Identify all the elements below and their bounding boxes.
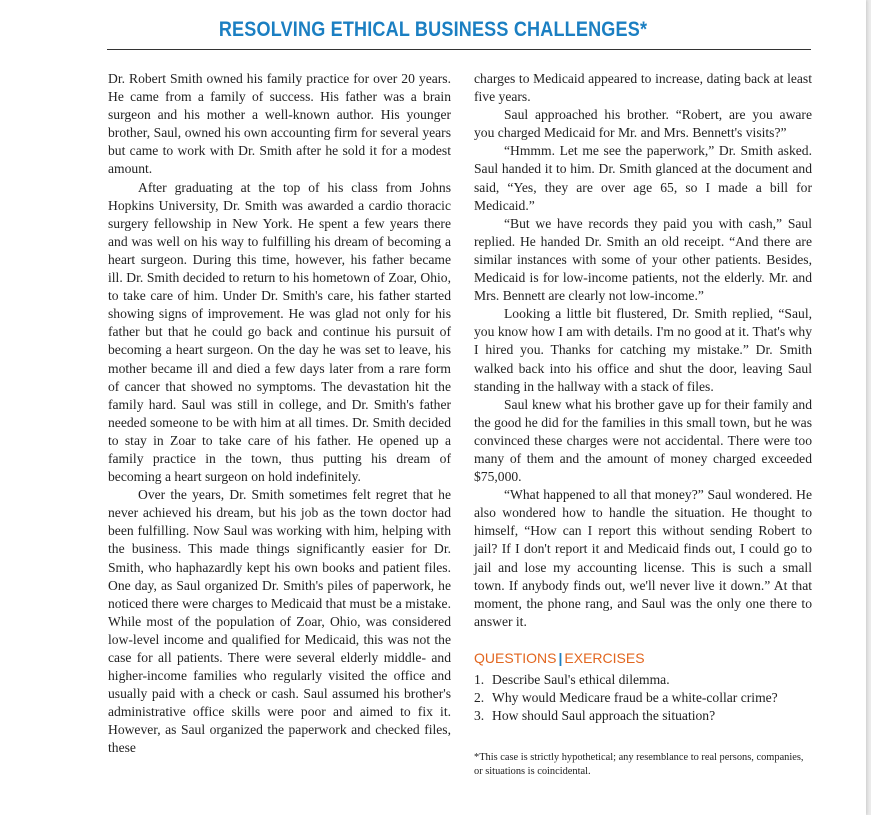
questions-heading-part2: EXERCISES — [564, 649, 645, 666]
right-column — [474, 70, 812, 779]
questions-heading-part1: QUESTIONS — [474, 649, 557, 666]
question-text: How should Saul approach the situation? — [492, 708, 716, 724]
footnote: *This case is strictly hypothetical; any resemblance to real persons, companies, or situations is coincidental. — [474, 752, 804, 778]
question-item — [474, 671, 812, 689]
question-item — [474, 689, 812, 707]
right-paragraph-6: Saul knew what his brother gave up for their family and the good he did for the families in this small town, but he was convinced these charges were not accidental. There were too many of them and the amount of money charged exceeded $75,000. — [474, 396, 812, 485]
questions-heading-separator: | — [558, 649, 563, 666]
question-number: 1. — [474, 672, 485, 687]
question-item — [474, 707, 812, 725]
page-title: RESOLVING ETHICAL BUSINESS CHALLENGES* — [218, 18, 648, 41]
left-paragraph-3: Over the years, Dr. Smith sometimes felt regret that he never achieved his dream, but his job as the town doctor had been fulfilling. Now Saul was working with him, helping with the business. This made things significantly easier for Dr. Smith, who haphazardly kept his own books and patient files. One day, as Saul organized Dr. Smith's piles of paperwork, he noticed there were charges to Medicaid that must be a mistake. While most of the population of Zoar, Ohio, was considered low-level income and qualified for Medicaid, this was not the case for all patients. There were several elderly middle- and higher-income families who regularly visited the office and usually paid with a check or cash. Saul assumed his brother's administrative office skills were poor and aimed to fix it. However, as Saul organized the paperwork and checked files, these — [108, 487, 451, 756]
right-paragraph-4: “But we have records they paid you with cash,” Saul replied. He handed Dr. Smith an old receipt. “And there are similar instances with some of your other patients. Besides, Medicaid is for low-income patients, not the elderly. Mr. and Mrs. Bennett are clearly not low-income.” — [474, 215, 812, 304]
left-paragraph-2: After graduating at the top of his class from Johns Hopkins University, Dr. Smith was awarded a cardio thoracic surgery fellowship in New York. He spent a few years there and was well on his way to fulfilling his dream of becoming a heart surgeon. During this time, however, his father became ill. Dr. Smith decided to return to his hometown of Zoar, Ohio, to take care of him. Under Dr. Smith's care, his father started showing signs of improvement. He was glad not only for his father but that he could go back and continue his pursuit of becoming a heart surgeon. On the day he was set to leave, his mother became ill and died a few days later from a rare form of cancer that showed no symptoms. The devastation hit the family hard. Saul was still in college, and Dr. Smith's father needed someone to be with him at all times. Dr. Smith decided to stay in Zoar to take care of his father. He opened up a family practice in the town, thus putting his dream of becoming a heart surgeon on hold indefinitely. — [108, 179, 451, 485]
right-paragraph-2: Saul approached his brother. “Robert, are you aware you charged Medicaid for Mr. and Mrs. Bennett's visits?” — [474, 107, 812, 141]
question-number: 2. — [474, 690, 485, 706]
right-paragraph-5: Looking a little bit flustered, Dr. Smith replied, “Saul, you know how I am with details. I'm no good at it. That's why I hired you. Thanks for catching my mistake.” Dr. Smith walked back into his office and shut the door, leaving Saul standing in the hallway with a stack of files. — [474, 306, 812, 394]
right-paragraph-3: “Hmmm. Let me see the paperwork,” Dr. Smith asked. Saul handed it to him. Dr. Smith glanced at the document and said, “Yes, they are over age 65, so I made a bill for Medicaid.” — [474, 143, 812, 213]
questions-heading — [474, 649, 812, 667]
right-paragraph-7: “What happened to all that money?” Saul wondered. He also wondered how to handle the situation. He thought to himself, “How can I report this without sending Robert to jail? If I don't report it and Medicaid finds out, I could go to jail and lose my accounting license. This is such a small town. If anybody finds out, we'll never live it down.” At that moment, the phone rang, and Saul was the only one there to answer it. — [474, 487, 812, 629]
question-text: Describe Saul's ethical dilemma. — [492, 672, 670, 687]
title-rule — [107, 49, 811, 50]
question-text: Why would Medicare fraud be a white-collar crime? — [492, 690, 778, 706]
question-number: 3. — [474, 708, 485, 724]
questions-list — [474, 671, 812, 725]
right-paragraph-1: charges to Medicaid appeared to increase, dating back at least five years. — [474, 71, 812, 105]
left-paragraph-1: Dr. Robert Smith owned his family practice for over 20 years. He came from a family of success. His father was a brain surgeon and his mother a well-known author. His younger brother, Saul, owned his own accounting firm for several years but came to work with Dr. Smith after he sold it for a modest amount. — [108, 71, 451, 177]
left-column — [108, 70, 451, 758]
